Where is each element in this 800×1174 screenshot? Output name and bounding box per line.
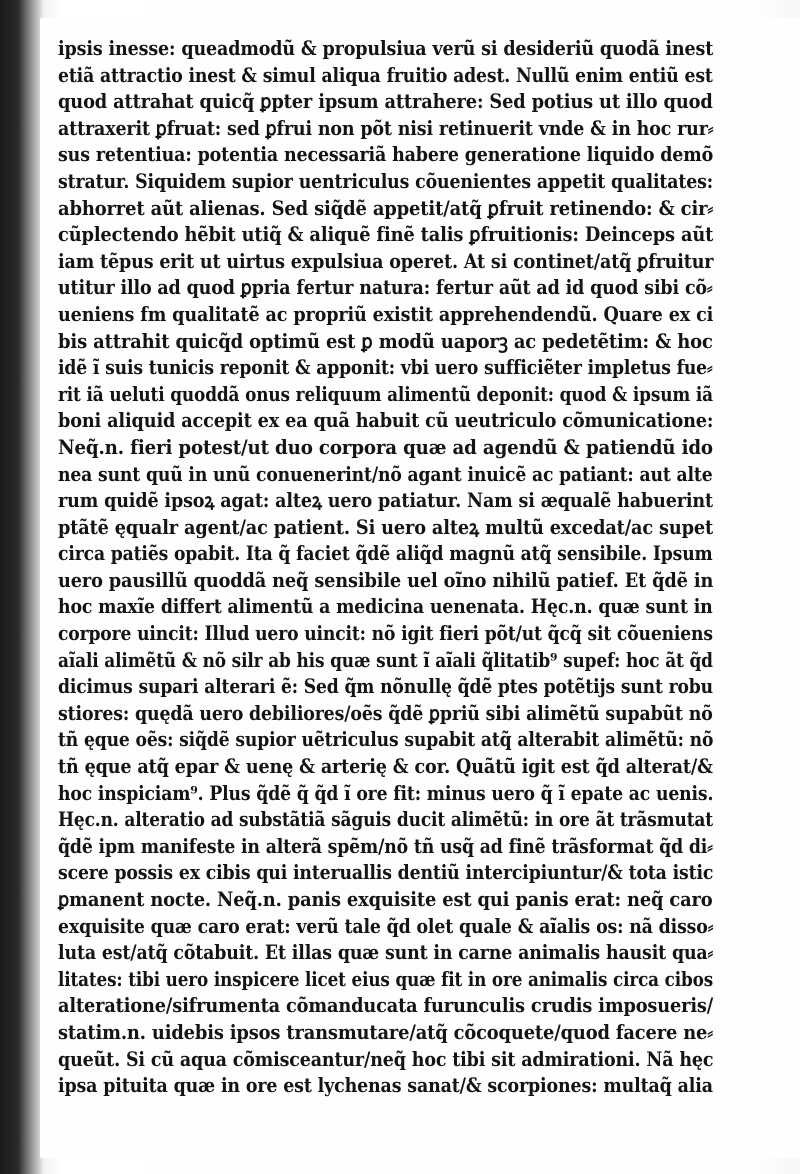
text-line: ꝑmanent nocte. Neq̃.n. panis exquisite est qui panis erat: neq̃ caro — [58, 888, 713, 911]
text-line: tñ ęque oẽs: siq̃dẽ supior uẽtriculus supabit atq̃ alterabit alimẽtũ: nõ — [58, 728, 714, 752]
text-line: utitur illo ad quod ꝑpria fertur natura: fertur aũt ad id quod sibi cõ⸗ — [58, 276, 713, 300]
text-line: sus retentiua: potentia necessariã habere generatione liquido demõ — [58, 143, 714, 167]
text-line: abhorret aũt alienas. Sed siq̃dẽ appetit/atq̃ ꝑfruit retinendo: & cir⸗ — [58, 196, 714, 220]
text-line: queũt. Si cũ aqua cõmisceantur/neq̃ hoc tibi sit admirationi. Nã hęc — [58, 1047, 714, 1071]
text-line: Neq̃.n. fieri potest/ut duo corpora quæ ad agendũ & patiendũ ido — [58, 435, 713, 459]
text-block — [58, 36, 718, 1100]
text-line: statim.n. uidebis ipsos transmutare/atq̃ cõcoquete/quod facere ne⸗ — [58, 1020, 714, 1044]
text-line: stiores: quędã uero debiliores/oẽs q̃dẽ ꝑpriũ sibi alimẽtũ supabũt nõ — [58, 701, 713, 725]
text-line: rum quidẽ ipsoꝝ agat: alteꝝ uero patiatur. Nam si æqualẽ habuerint — [58, 489, 713, 513]
text-line: quod attrahat quicq̃ ꝑpter ipsum attrahere: Sed potius ut illo quod — [58, 90, 713, 114]
text-line: attraxerit ꝑfruat: sed ꝑfrui non põt nisi retinuerit vnde & in hoc rur⸗ — [58, 116, 714, 140]
text-line: aĩali alimẽtũ & nõ silr ab his quæ sunt ĩ aĩali q̃litatib⁹ supef: hoc ãt q̃d — [58, 648, 713, 672]
text-line: corpore uincit: Illud uero uincit: nõ igit fieri põt/ut q̃cq̃ sit cõueniens — [58, 622, 713, 646]
text-line: stratur. Siquidem supior uentriculus cõuenientes appetit qualitates: — [58, 169, 714, 193]
text-line: cũplectendo hẽbit utiq̃ & aliquẽ finẽ talis ꝑfruitionis: Deinceps aũt — [58, 223, 714, 247]
text-line: ptãtẽ ęqualr agent/ac patient. Si uero alteꝝ multũ excedat/ac supet — [58, 515, 713, 539]
text-line: litates: tibi uero inspicere licet eius quæ fit in ore animalis circa cibos — [58, 967, 714, 991]
text-line: rit iã ueluti quoddã onus reliquum alimentũ deponit: quod & ipsum iã — [58, 382, 713, 406]
text-line: tñ ęque atq̃ epar & uenę & arterię & cor. Quãtũ igit est q̃d alterat/& — [58, 755, 713, 779]
text-line: alteratione/sifrumenta cõmanducata furunculis crudis imposueris/ — [58, 994, 714, 1018]
text-line: hoc inspiciam⁹. Plus q̃dẽ q̃ q̃d ĩ ore fit: minus uero q̃ ĩ epate ac uenis. — [58, 781, 714, 805]
text-line: hoc maxĩe differt alimentũ a medicina uenenata. Hęc.n. quæ sunt in — [58, 595, 713, 619]
text-line: iam tẽpus erit ut uirtus expulsiua operet. At si continet/atq̃ ꝑfruitur — [58, 249, 714, 273]
text-line: dicimus supari alterari ẽ: Sed q̃m nõnullę q̃dẽ ptes potẽtijs sunt robu — [58, 675, 713, 699]
text-line: idẽ ĩ suis tunicis reponit & apponit: vbi uero sufficiẽter impletus fue⸗ — [58, 356, 713, 380]
text-line: nea sunt quũ in unũ conuenerint/nõ agant inuicẽ ac patiant: aut alte — [58, 462, 713, 486]
text-line: scere possis ex cibis qui interuallis dentiũ intercipiuntur/& tota istic — [58, 861, 714, 885]
text-line: Hęc.n. alteratio ad substãtiã sãguis ducit alimẽtũ: in ore ãt trãsmutat — [58, 808, 714, 832]
text-line: ueniens fm qualitatẽ ac propriũ existit apprehendendũ. Quare ex ci — [58, 302, 714, 326]
text-line: q̃dẽ ipm manifeste in alterã spẽm/nõ tñ usq̃ ad finẽ trãsformat q̃d di⸗ — [58, 834, 713, 858]
text-line: uero pausillũ quoddã neq̃ sensibile uel oĩno nihilũ patief. Et q̃dẽ in — [58, 568, 714, 592]
text-line: circa patiẽs opabit. Ita q̃ faciet q̃dẽ aliq̃d magnũ atq̃ sensibile. Ipsum — [58, 542, 713, 566]
text-line: boni aliquid accepit ex ea quã habuit cũ ueutriculo cõmunicatione: — [58, 409, 714, 433]
text-line: exquisite quæ caro erat: verũ tale q̃d olet quale & aĩalis os: nã disso⸗ — [58, 914, 714, 938]
text-line: bis attrahit quicq̃d optimũ est ꝑ modũ uaporꝫ ac pedetẽtim: & hoc — [58, 329, 713, 353]
text-line: ipsis inesse: queadmodũ & propulsiua verũ si desideriũ quodã inest — [58, 37, 714, 60]
text-line: ipsa pituita quæ in ore est lychenas sanat/& scorpiones: multaq̃ alia — [58, 1074, 713, 1098]
text-line: luta est/atq̃ cõtabuit. Et illas quæ sunt in carne animalis hausit qua⸗ — [58, 941, 714, 965]
text-line: etiã attractio inest & simul aliqua fruitio adest. Nullũ enim entiũ est — [58, 63, 713, 87]
